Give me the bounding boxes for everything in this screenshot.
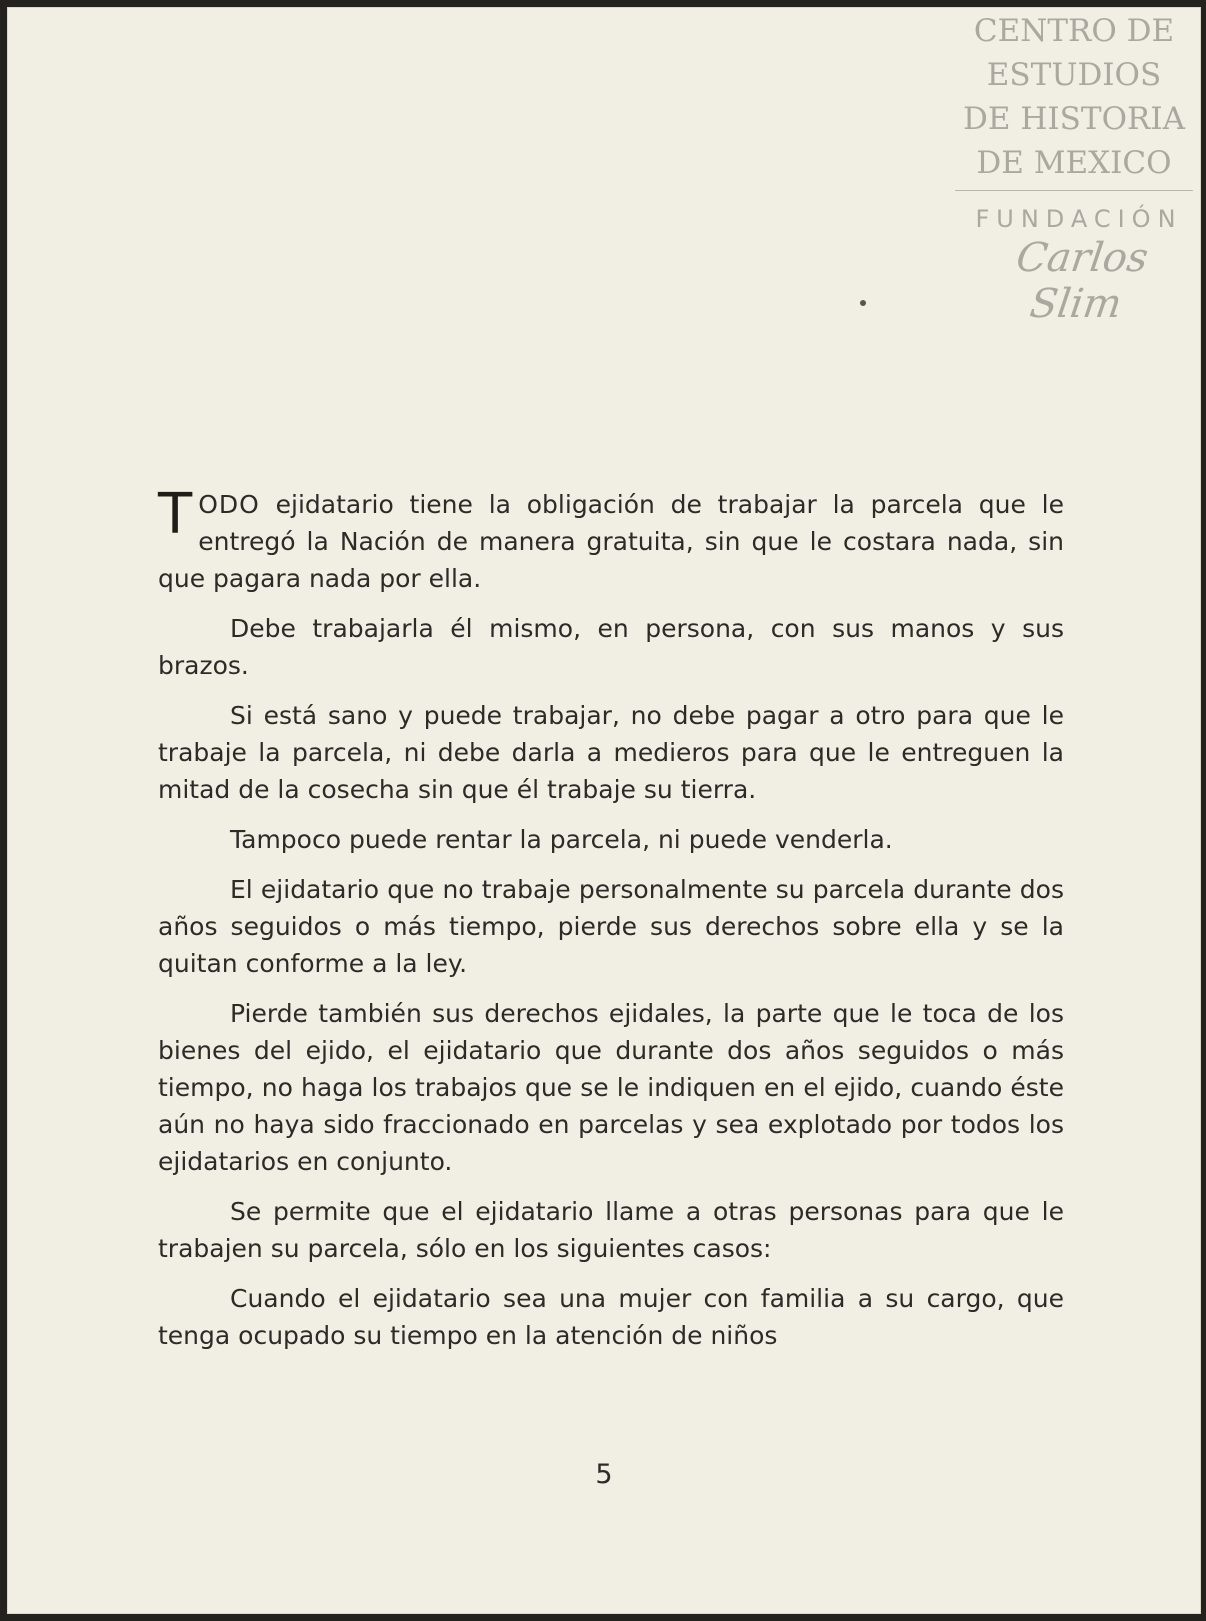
page-number: 5 (595, 1459, 613, 1490)
watermark-signature: Carlos Slim (1013, 235, 1151, 327)
ink-speck (860, 300, 866, 306)
institution-watermark (955, 9, 1193, 327)
paragraph (158, 482, 1065, 597)
paragraph: Pierde también sus derechos ejidales, la parte que le toca de los bienes del ejido, el ejidatario que durante dos años seguidos o más tiempo, no haga los trabajos que se le indiquen en el ejido, cuando éste aún no haya sido fraccionado en parcelas y sea explotado por todos los ejidatarios en conjunto. (158, 999, 1064, 1176)
paragraph: Tampoco puede rentar la parcela, ni puede venderla. (230, 825, 893, 854)
first-word: ODO (198, 490, 260, 519)
paragraph: Cuando el ejidatario sea una mujer con familia a su cargo, que tenga ocupado su tiempo en la atención de niños (158, 1284, 1064, 1350)
paragraph: Se permite que el ejidatario llame a otras personas para que le trabajen su parcela, sólo en los siguientes casos: (158, 1197, 1064, 1263)
paragraph: El ejidatario que no trabaje personalmente su parcela durante dos años seguidos o más tiempo, pierde sus derechos sobre ella y se la quitan conforme a la ley. (158, 875, 1064, 978)
watermark-divider (955, 190, 1193, 191)
paragraph: Debe trabajarla él mismo, en persona, con sus manos y sus brazos. (158, 614, 1064, 680)
watermark-foundation: FUNDACIÓN (975, 205, 1183, 233)
paragraph-text: ejidatario tiene la obligación de trabajar la parcela que le entregó la Nación de manera gratuita, sin que le costara nada, sin que pagara nada por ella. (158, 490, 1065, 593)
watermark-line: CENTRO DE (973, 13, 1175, 49)
document-page (7, 7, 1201, 1614)
drop-cap: T (158, 482, 193, 547)
paragraph: Si está sano y puede trabajar, no debe pagar a otro para que le trabaje la parcela, ni debe darla a medieros para que le entreguen la mitad de la cosecha sin que él trabaje su tierra. (158, 701, 1064, 804)
watermark-line: DE MEXICO (976, 145, 1172, 181)
watermark-line: DE HISTORIA (963, 101, 1185, 137)
watermark-line: ESTUDIOS (986, 57, 1162, 93)
body-text (158, 482, 1065, 1367)
